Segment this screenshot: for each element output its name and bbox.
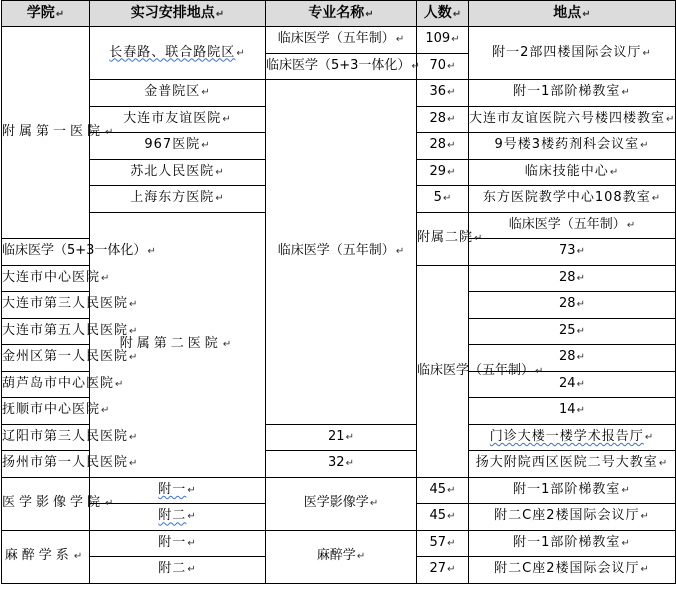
count-cell: 45↵	[417, 504, 469, 531]
header-count: 人数↵	[417, 1, 469, 27]
table-row	[2, 80, 676, 107]
count-cell: 28↵	[469, 345, 676, 372]
table-row	[2, 27, 676, 54]
college-cell: 附属第二医院↵	[90, 212, 266, 477]
major-cell: 临床医学（五年制）↵	[266, 27, 417, 54]
internship-schedule-table	[1, 0, 676, 584]
site-cell: 长春路、联合路院区↵	[90, 27, 266, 80]
count-cell: 28↵	[417, 133, 469, 160]
college-cell: 麻醉学系↵	[2, 530, 90, 583]
location-cell: 附二C座2楼国际会议厅↵	[469, 557, 676, 584]
site-cell: 附一↵	[90, 530, 266, 557]
header-location: 地点↵	[469, 1, 676, 27]
location-cell: 东方医院教学中心108教室↵	[469, 186, 676, 213]
site-cell: 大连市第五人民医院↵	[2, 318, 90, 345]
site-cell: 附一↵	[90, 477, 266, 504]
header-college: 学院↵	[2, 1, 90, 27]
major-cell: 临床医学（五年制）↵	[417, 265, 469, 477]
count-cell: 29↵	[417, 159, 469, 186]
location-cell: 大连市友谊医院六号楼四楼教室↵	[469, 106, 676, 133]
site-cell: 上海东方医院↵	[90, 186, 266, 213]
count-cell: 36↵	[417, 80, 469, 107]
location-cell: 临床技能中心↵	[469, 159, 676, 186]
major-cell: 临床医学（5+3一体化）↵	[266, 53, 417, 80]
college-cell: 附属第一医院↵	[2, 27, 90, 239]
location-cell: 门诊大楼一楼学术报告厅↵	[469, 424, 676, 451]
count-cell: 70↵	[417, 53, 469, 80]
location-cell: 附一1部阶梯教室↵	[469, 80, 676, 107]
site-cell: 大连市友谊医院↵	[90, 106, 266, 133]
count-cell: 57↵	[417, 530, 469, 557]
count-cell: 45↵	[417, 477, 469, 504]
count-cell: 109↵	[417, 27, 469, 54]
major-cell: 临床医学（5+3一体化）↵	[2, 239, 90, 266]
site-cell: 附二↵	[90, 557, 266, 584]
site-cell: 扬州市第一人民医院↵	[2, 451, 90, 478]
header-major: 专业名称↵	[266, 1, 417, 27]
count-cell: 24↵	[469, 371, 676, 398]
college-cell: 医学影像学院↵	[2, 477, 90, 530]
count-cell: 28↵	[417, 106, 469, 133]
count-cell: 27↵	[417, 557, 469, 584]
header-row	[2, 1, 676, 27]
table-row	[2, 530, 676, 557]
site-cell: 苏北人民医院↵	[90, 159, 266, 186]
site-cell: 大连市中心医院↵	[2, 265, 90, 292]
site-cell: 葫芦岛市中心医院↵	[2, 371, 90, 398]
location-cell: 附二C座2楼国际会议厅↵	[469, 504, 676, 531]
site-cell: 967医院↵	[90, 133, 266, 160]
count-cell: 21↵	[266, 424, 417, 451]
site-cell: 金州区第一人民医院↵	[2, 345, 90, 372]
site-cell: 金普院区↵	[90, 80, 266, 107]
major-cell: 医学影像学↵	[266, 477, 417, 530]
count-cell: 25↵	[469, 318, 676, 345]
site-cell: 辽阳市第三人民医院↵	[2, 424, 90, 451]
location-cell: 9号楼3楼药剂科会议室↵	[469, 133, 676, 160]
location-cell: 附一2部四楼国际会议厅↵	[469, 27, 676, 80]
major-cell: 临床医学（五年制）↵	[266, 80, 417, 425]
location-cell: 扬大附院西区医院二号大教室↵	[469, 451, 676, 478]
site-cell: 抚顺市中心医院↵	[2, 398, 90, 425]
site-cell: 附二↵	[90, 504, 266, 531]
major-cell: 麻醉学↵	[266, 530, 417, 583]
table-row	[2, 477, 676, 504]
count-cell: 5↵	[417, 186, 469, 213]
site-cell: 大连市第三人民医院↵	[2, 292, 90, 319]
header-site: 实习安排地点↵	[90, 1, 266, 27]
location-cell: 附一1部阶梯教室↵	[469, 530, 676, 557]
location-cell: 附一1部阶梯教室↵	[469, 477, 676, 504]
count-cell: 28↵	[469, 265, 676, 292]
site-cell: 附属二院↵	[417, 212, 469, 265]
count-cell: 73↵	[469, 239, 676, 266]
major-cell: 临床医学（五年制）↵	[469, 212, 676, 239]
count-cell: 28↵	[469, 292, 676, 319]
count-cell: 32↵	[266, 451, 417, 478]
count-cell: 14↵	[469, 398, 676, 425]
